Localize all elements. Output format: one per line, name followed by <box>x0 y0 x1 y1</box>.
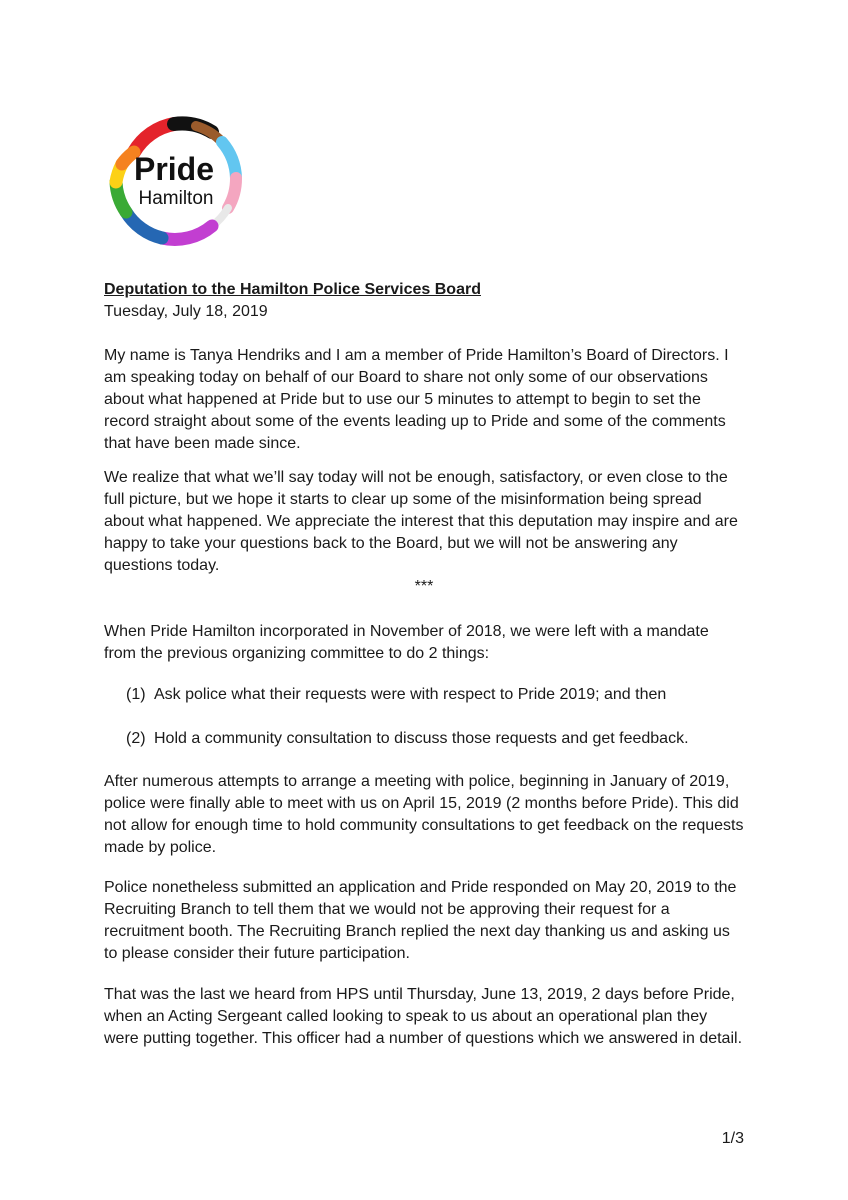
paragraph-meeting: After numerous attempts to arrange a meeting with police, beginning in January of 2019, police were finally able to meet with us on April 15, 2019 (2 months before Pride). This did not allow for enough time to hold community consultations to get feedback on the requests made by police. <box>104 773 744 856</box>
logo-word-hamilton: Hamilton <box>138 188 214 209</box>
logo-ring-segment <box>162 226 212 239</box>
page-number: 1/3 <box>721 1130 744 1147</box>
paragraph-last-contact: That was the last we heard from HPS until Thursday, June 13, 2019, 2 days before Pride, when an Acting Sergeant called looking to speak to us about an operational plan they were putting together. This officer had a number of questions which we answered in detail. <box>104 986 743 1047</box>
document-title: Deputation to the Hamilton Police Services Board <box>104 281 481 298</box>
list-item-number: (1) <box>126 686 146 703</box>
paragraph-mandate: When Pride Hamilton incorporated in November of 2018, we were left with a mandate from the previous organizing committee to do 2 things: <box>104 623 709 662</box>
rainbow-ring-icon <box>104 112 250 252</box>
logo-word-pride: Pride <box>133 151 215 187</box>
logo-ring-segment <box>126 212 162 238</box>
list-item-text: Ask police what their requests were with respect to Pride 2019; and then <box>154 686 667 703</box>
paragraph-disclaimer: We realize that what we’ll say today will not be enough, satisfactory, or even close to the full picture, but we hope it starts to clear up some of the misinformation being spread about what happened. We appreciate the interest that this deputation may inspire and are happy to take your questions back to the Board, but we will not be answering any questions today. <box>104 469 738 574</box>
logo-ring-segment <box>134 124 174 152</box>
list-item <box>126 684 666 706</box>
logo-ring-segment <box>228 178 236 208</box>
list-item <box>126 728 689 750</box>
document-date: Tuesday, July 18, 2019 <box>104 303 268 320</box>
section-separator: *** <box>414 578 434 595</box>
list-item-text: Hold a community consultation to discuss those requests and get feedback. <box>154 730 689 747</box>
paragraph-application: Police nonetheless submitted an application and Pride responded on May 20, 2019 to the Recruiting Branch to tell them that we would not be approving their request for a recruitment booth. The Recruiting Branch replied the next day thanking us and asking us to please consider their future participation. <box>104 879 737 962</box>
logo-ring-segment <box>122 152 134 164</box>
pride-hamilton-logo <box>104 112 250 252</box>
list-item-number: (2) <box>126 730 146 747</box>
paragraph-introduction: My name is Tanya Hendriks and I am a member of Pride Hamilton’s Board of Directors. I am speaking today on behalf of our Board to share not only some of our observations about what happened at Pride but to use our 5 minutes to attempt to begin to set the record straight about some of the events leading up to Pride and some of the comments that have been made since. <box>104 347 729 452</box>
